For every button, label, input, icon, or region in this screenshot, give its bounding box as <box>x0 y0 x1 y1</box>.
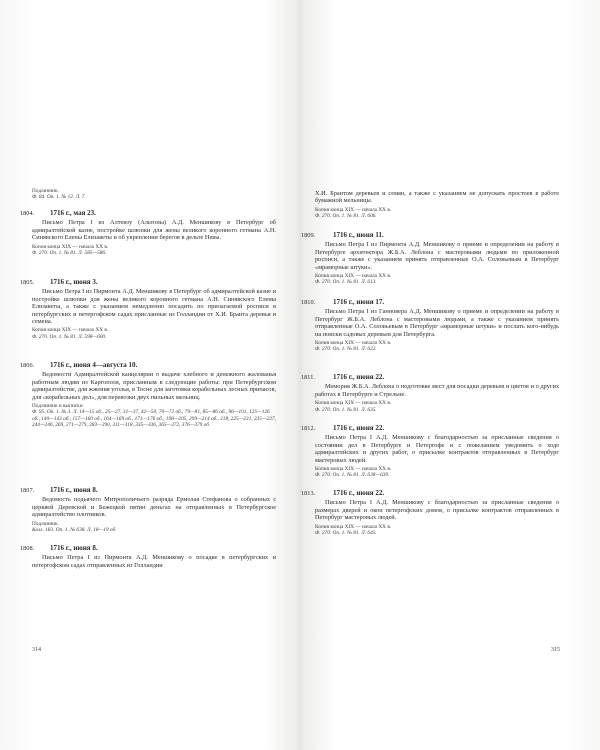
archive-reference: Ф. 270. Оп. 1. № 81. Л. 638—639. <box>315 472 390 479</box>
entry-text: Письмо Петра I из Ганновера А.Д. Меншикову о приеме и определении на работу в Петербург Ж.Б.А. Леблона с мастеровыми людьми, а также с указанием принять отправленные О.А. Соловьевым в Петербург «мраморные штуки» и послать кого-нибудь на поиски садовых деревьев для Петербурга. <box>315 308 559 338</box>
entry-1809 <box>301 231 559 286</box>
entry-date: 1716 г., июня 22. <box>333 424 385 432</box>
entry-text: Письмо Петра I из Пирмонта А.Д. Меншикову о посадке в петербургских и петергофском садах отправленных из Голландии <box>32 554 276 569</box>
source-note: Копия конца XIX — начала XX в. <box>315 523 392 530</box>
entry-1805 <box>20 278 276 340</box>
entry-number: 1804. <box>20 210 35 217</box>
archive-reference: Ф. 270. Оп. 1. № 81. Л. 622. <box>315 346 377 353</box>
entry-date: 1716 г., июня 8. <box>50 544 98 552</box>
entry-number: 1809. <box>301 232 316 239</box>
entry-number: 1810. <box>301 299 316 306</box>
page-number-left: 314 <box>32 647 41 653</box>
entry-text: Письмо Петра I из Пирмонта А.Д. Меншикову в Петербург об адмиралтейской казне и постройке шлюпки для жены великого коронного гетмана А.Н. Синявского Елены Елизаветы, а также с указанием немедленно посадить по прилагаемой росписи в петербургских и петергофском садах присланные из Голландии от Х.И. Бранта деревья и семена. <box>32 288 276 326</box>
archive-reference: Ф. 270. Оп. 1. № 81. Л. 606. <box>315 213 377 220</box>
archive-reference: Ф. 84. Оп. 1. № 12. Л. 7. <box>32 194 86 201</box>
source-note: Копия конца XIX — начала XX в. <box>32 243 109 250</box>
entry-text: Письмо Петра I из Алтевоу (Альтоны) А.Д. Меншикову в Петербург об адмиралтейской казне, постройке шлюпки для жены великого коронного гетмана А.Н. Синявского Елены Елизаветы и об укреплении берегов в дельте Невы. <box>32 219 276 242</box>
archive-reference: Ф. 270. Оп. 1. № 81. Л. 613. <box>315 279 377 286</box>
entry-text: Ведомость подьячего Митрополичьего разряда Ермолая Стефанова о собранных с церквей Деревской и Бежецкой пятин деньгах на отправленных в Петербургское адмиралтейство плотников. <box>32 496 276 519</box>
entry-date: 1716 г., мая 23. <box>50 209 96 217</box>
source-note: Копия конца XIX — начала XX в. <box>315 466 392 473</box>
source-note: Копия конца XIX — начала XX в. <box>315 340 392 347</box>
entry-1804 <box>20 209 276 257</box>
source-note: Подлинник и выписки. <box>32 403 84 410</box>
entry-number: 1807. <box>20 487 35 494</box>
entry-1807 <box>20 486 276 534</box>
entry-number: 1811. <box>301 374 315 381</box>
entry-date: 1716 г., июня 11. <box>333 231 384 239</box>
page-number-right: 315 <box>551 647 560 653</box>
header-entry <box>32 186 276 201</box>
entry-date: 1716 г., июня 22. <box>333 489 385 497</box>
archive-reference: Колл. 183. Оп. 1. № 638. Л. 18—19 об. <box>32 527 117 534</box>
entry-date: 1716 г., июня 3. <box>50 278 98 286</box>
entry-text: Ведомости Адмиралтейской канцелярии о выдаче хлебного и денежного жалованья работным людям из Каргополя, присланным в следующие работы: при Петербургском адмиралтействе, для жжения уголья, в Тосне для заготовки корабельных лесных припасов, для «корабельных дел», для перевозки двух пильных мельниц. <box>32 371 276 401</box>
archive-reference: Ф. 270. Оп. 1. № 81. Л. 598—600. <box>32 333 107 340</box>
archive-reference: Ф. 270. Оп. 1. № 81. Л. 645. <box>315 530 377 537</box>
source-note: Копия конца XIX — начала XX в. <box>315 400 392 407</box>
archive-reference: Ф. 270. Оп. 1. № 81. Л. 635. <box>315 406 377 413</box>
entry-1813 <box>301 489 559 537</box>
entry-1810 <box>301 298 559 353</box>
entry-number: 1812. <box>301 425 316 432</box>
entry-1812 <box>301 424 559 479</box>
source-note: Копия конца XIX — начала XX в. <box>315 206 392 213</box>
entry-1808-continuation <box>315 188 559 220</box>
entry-text: Мемория Ж.Б.А. Леблона о подготовке мест для посадки деревьев и цветов и о других работах в Петербурге и Стрельне. <box>315 383 559 398</box>
entry-text: Х.И. Брантом деревьев и семян, а также с указанием не допускать простоев в работе бумажной мельницы. <box>315 190 559 205</box>
entry-1806 <box>20 361 276 429</box>
entry-date: 1716 г., июня 4—августа 10. <box>50 361 138 369</box>
archive-reference: Ф. 95. Оп. 1. № 3. Л. 14—15 об., 25—27, 31—37, 42—50, 70—72 об., 79—81, 85—86 об., 96—101, 125—126 об., 140—143 об., 157—160 об., 164—169 об., 171—176 об., 198—205, 209—214 об., 218, 225—231, 235—237, 244—246, 269, 271—279, 283—290, 311—318, 335—336, 365—372, 376—379 об. <box>32 409 276 429</box>
entry-number: 1808. <box>20 545 35 552</box>
entry-1811 <box>301 373 559 413</box>
right-page <box>300 0 600 750</box>
entry-text: Письмо Петра I А.Д. Меншикову с благодарностью за присланные сведения о состоянии дел в Петербурге и Петергофе и с пожеланием уведомить о ходе адмиралтейских и других работ, о присылке контрактов отправленных в Петербург мастеровых людей. <box>315 434 559 464</box>
source-note: Копия конца XIX — начала XX в. <box>32 327 109 334</box>
entry-text: Письмо Петра I А.Д. Меншикову с благодарностью за присланные сведения о размерах дверей и окон петергофских домов, о присылке контрактов отправленных в Петербург мастеровых людей. <box>315 499 559 522</box>
source-note: Подлинник. <box>32 188 59 194</box>
entry-date: 1716 г., июня 8. <box>50 486 98 494</box>
entry-date: 1716 г., июня 17. <box>333 298 385 306</box>
source-note: Подлинник. <box>32 520 59 527</box>
entry-date: 1716 г., июня 22. <box>333 373 385 381</box>
entry-number: 1813. <box>301 490 316 497</box>
entry-number: 1805. <box>20 279 35 286</box>
archive-reference: Ф. 270. Оп. 1. № 81. Л. 585—586. <box>32 250 107 257</box>
entry-text: Письмо Петра I из Пирмонта А.Д. Меншикову о приеме и определении на работу в Петербурге архитектора Ж.Б.А. Леблона с мастеровыми людьми по приложенной росписи, а также с указанием принять отправленные О.А. Соловьевым в Петербург «мраморные штуки». <box>315 241 559 271</box>
source-note: Копия конца XIX — начала XX в. <box>315 273 392 280</box>
entry-1808 <box>20 544 276 569</box>
entry-number: 1806. <box>20 362 35 369</box>
